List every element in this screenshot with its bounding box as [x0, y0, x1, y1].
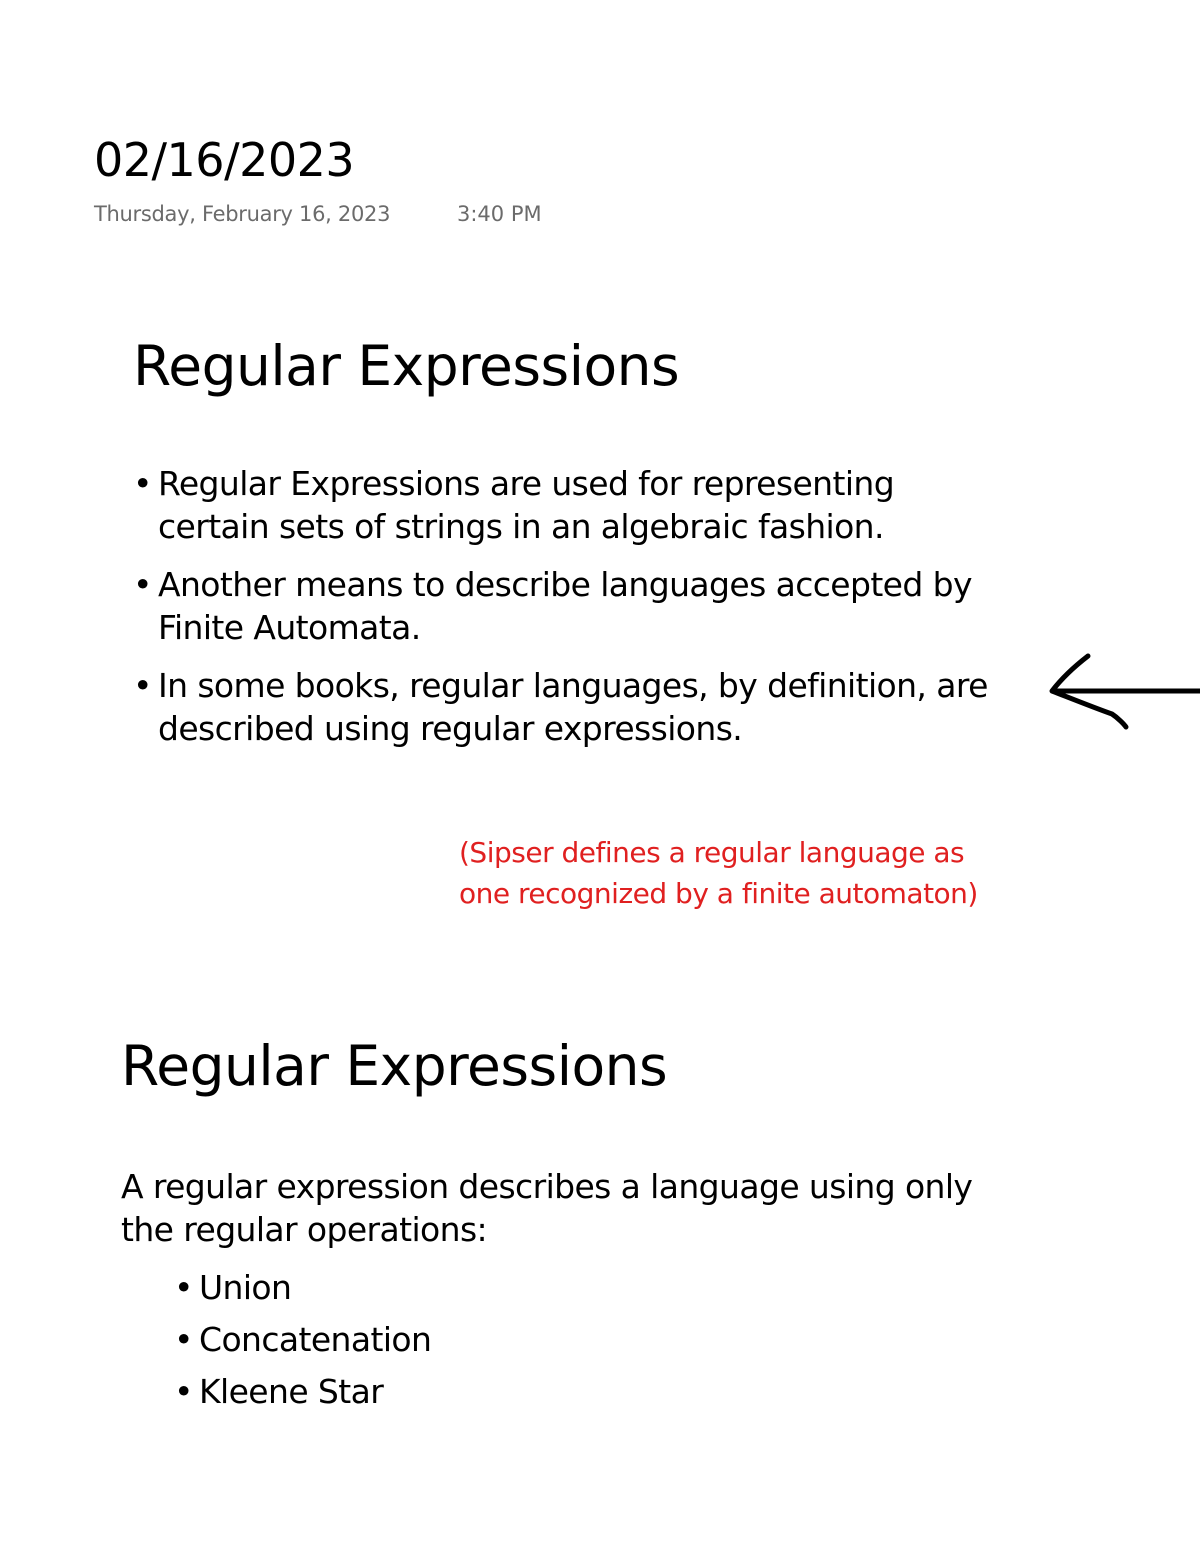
bullet-dot: • — [174, 1372, 193, 1411]
bullet-text: Regular Expressions are used for representing certain sets of strings in an algebraic fashion. — [158, 464, 895, 546]
slide2-bullet-list — [174, 1262, 774, 1418]
slide1-bullet-list — [133, 462, 1013, 765]
slide1-title: Regular Expressions — [133, 334, 680, 398]
bullet-dot: • — [174, 1268, 193, 1307]
slide2-title: Regular Expressions — [121, 1034, 668, 1098]
list-item — [133, 462, 1013, 548]
bullet-text: In some books, regular languages, by definition, are described using regular expressions. — [158, 666, 988, 748]
slide2-intro: A regular expression describes a language using only the regular operations: — [121, 1167, 973, 1249]
page-time: 3:40 PM — [457, 202, 542, 226]
bullet-text: Union — [199, 1268, 292, 1307]
hand-drawn-arrow-left-icon — [1040, 648, 1200, 738]
bullet-text: Another means to describe languages accepted by Finite Automata. — [158, 565, 972, 647]
list-item — [133, 664, 1013, 750]
bullet-dot: • — [133, 565, 152, 604]
list-item — [174, 1262, 774, 1314]
bullet-text: Concatenation — [199, 1320, 432, 1359]
list-item — [174, 1314, 774, 1366]
sipser-note: (Sipser defines a regular language as one recognized by a finite automaton) — [459, 836, 978, 910]
page-date: Thursday, February 16, 2023 — [94, 202, 391, 226]
page-title: 02/16/2023 — [94, 133, 355, 187]
list-item — [133, 563, 1013, 649]
list-item — [174, 1366, 774, 1418]
bullet-dot: • — [133, 464, 152, 503]
bullet-dot: • — [133, 666, 152, 705]
bullet-dot: • — [174, 1320, 193, 1359]
bullet-text: Kleene Star — [199, 1372, 384, 1411]
